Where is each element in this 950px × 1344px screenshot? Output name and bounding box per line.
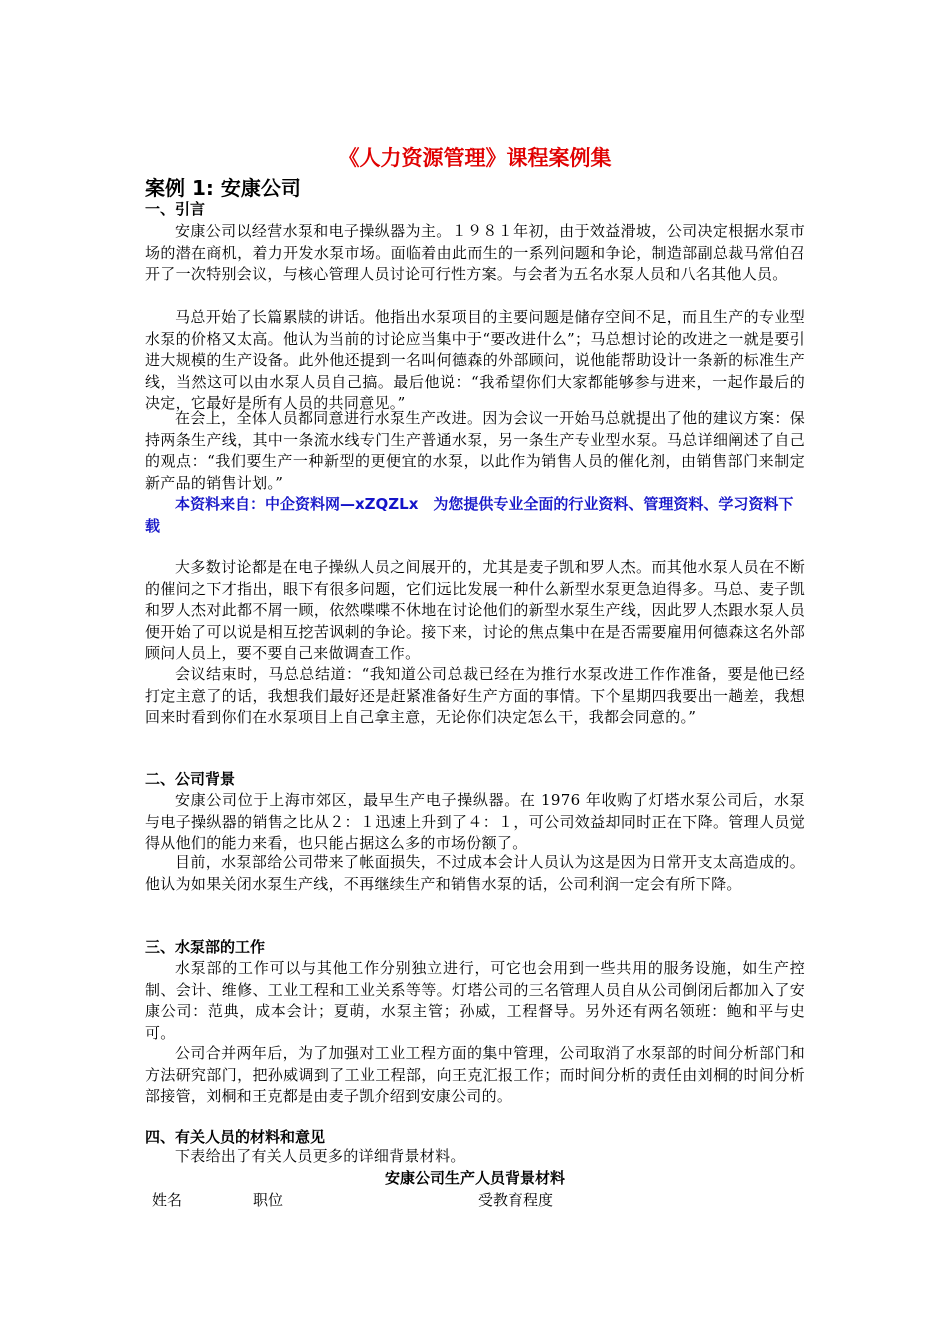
paragraph: 在会上，全体人员都同意进行水泵生产改进。因为会议一开始马总就提出了他的建议方案：保持两条生产线，其中一条流水线专门生产普通水泵，另一条生产专业型水泵。马总详细阐述了自己的观点：“我们要生产一种新型的更便宜的水泵，以此作为销售人员的催化剂，由销售部门来制定新产品的销售计划。” xyxy=(145,409,805,492)
document-title: 《人力资源管理》课程案例集 xyxy=(338,146,612,170)
table-header-cell: 职位 xyxy=(253,1191,284,1209)
section-heading-staff: 四、有关人员的材料和意见 xyxy=(145,1128,326,1146)
paragraph: 会议结束时，马总总结道：“我知道公司总裁已经在为推行水泵改进工作作准备，要是他已经打定主意了的话，我想我们最好还是赶紧准备好生产方面的事情。下个星期四我要出一趟差，我想回来时看到你们在水泵项目上自己拿主意，无论你们决定怎么干，我都会同意的。” xyxy=(145,665,805,726)
paragraph: 目前，水泵部给公司带来了帐面损失，不过成本会计人员认为这是因为日常开支太高造成的。他认为如果关闭水泵生产线，不再继续生产和销售水泵的话，公司利润一定会有所下降。 xyxy=(145,853,805,893)
section-heading-pump-dept: 三、水泵部的工作 xyxy=(145,938,266,956)
paragraph: 水泵部的工作可以与其他工作分别独立进行，可它也会用到一些共用的服务设施，如生产控制、会计、维修、工业工程和工业关系等等。灯塔公司的三名管理人员自从公司倒闭后都加入了安康公司：范典，成本会计；夏萌，水泵主管；孙威，工程督导。另外还有两名领班：鲍和平与史可。 xyxy=(145,959,805,1042)
paragraph: 大多数讨论都是在电子操纵人员之间展开的，尤其是麦子凯和罗人杰。而其他水泵人员在不断的催问之下才指出，眼下有很多问题，它们远比发展一种什么新型水泵更急迫得多。马总、麦子凯和罗人杰对此都不屑一顾，依然喋喋不休地在讨论他们的新型水泵生产线，因此罗人杰跟水泵人员便开始了可以说是相互挖苦讽刺的争论。接下来，讨论的焦点集中在是否需要雇用何德森这名外部顾问人员上，要不要自己来做调查工作。 xyxy=(145,558,805,662)
paragraph: 安康公司以经营水泵和电子操纵器为主。１９８１年初，由于效益滑坡，公司决定根据水泵市场的潜在商机，着力开发水泵市场。面临着由此而生的一系列问题和争论，制造部副总裁马常伯召开了一次特别会议，与核心管理人员讨论可行性方案。与会者为五名水泵人员和八名其他人员。 xyxy=(145,222,805,283)
table-header-cell: 姓名 xyxy=(152,1191,183,1209)
paragraph: 马总开始了长篇累牍的讲话。他指出水泵项目的主要问题是储存空间不足，而且生产的专业型水泵的价格又太高。他认为当前的讨论应当集中于“要改进什么”；马总想讨论的改进之一就是要引进大规模的生产设备。此外他还提到一名叫何德森的外部顾问，说他能帮助设计一条新的标准生产线，当然这可以由水泵人员自己搞。最后他说：“我希望你们大家都能够参与进来，一起作最后的决定，它最好是所有人员的共同意见。” xyxy=(145,308,805,412)
section-heading-intro: 一、引言 xyxy=(145,200,206,218)
table-header-row xyxy=(145,1189,805,1213)
paragraph: 安康公司位于上海市郊区，最早生产电子操纵器。在 1976 年收购了灯塔水泵公司后，水泵与电子操纵器的销售之比从２：１迅速上升到了４：１，可公司效益却同时正在下降。管理人员觉得从他们的能力来看，也只能占据这么多的市场份额了。 xyxy=(145,791,805,852)
table-caption: 安康公司生产人员背景材料 xyxy=(384,1169,565,1187)
paragraph: 下表给出了有关人员更多的详细背景材料。 xyxy=(175,1147,466,1165)
case-title: 案例 1: 安康公司 xyxy=(145,176,301,200)
table-header-cell: 受教育程度 xyxy=(478,1191,554,1209)
section-heading-background: 二、公司背景 xyxy=(145,770,236,788)
paragraph: 公司合并两年后，为了加强对工业工程方面的集中管理，公司取消了水泵部的时间分析部门和方法研究部门，把孙威调到了工业工程部，向王克汇报工作；而时间分析的责任由刘桐的时间分析部接管，刘桐和王克都是由麦子凯介绍到安康公司的。 xyxy=(145,1044,805,1105)
source-promo-note: 本资料来自：中企资料网—xZQZLx 为您提供专业全面的行业资料、管理资料、学习资料下载 xyxy=(145,495,794,535)
